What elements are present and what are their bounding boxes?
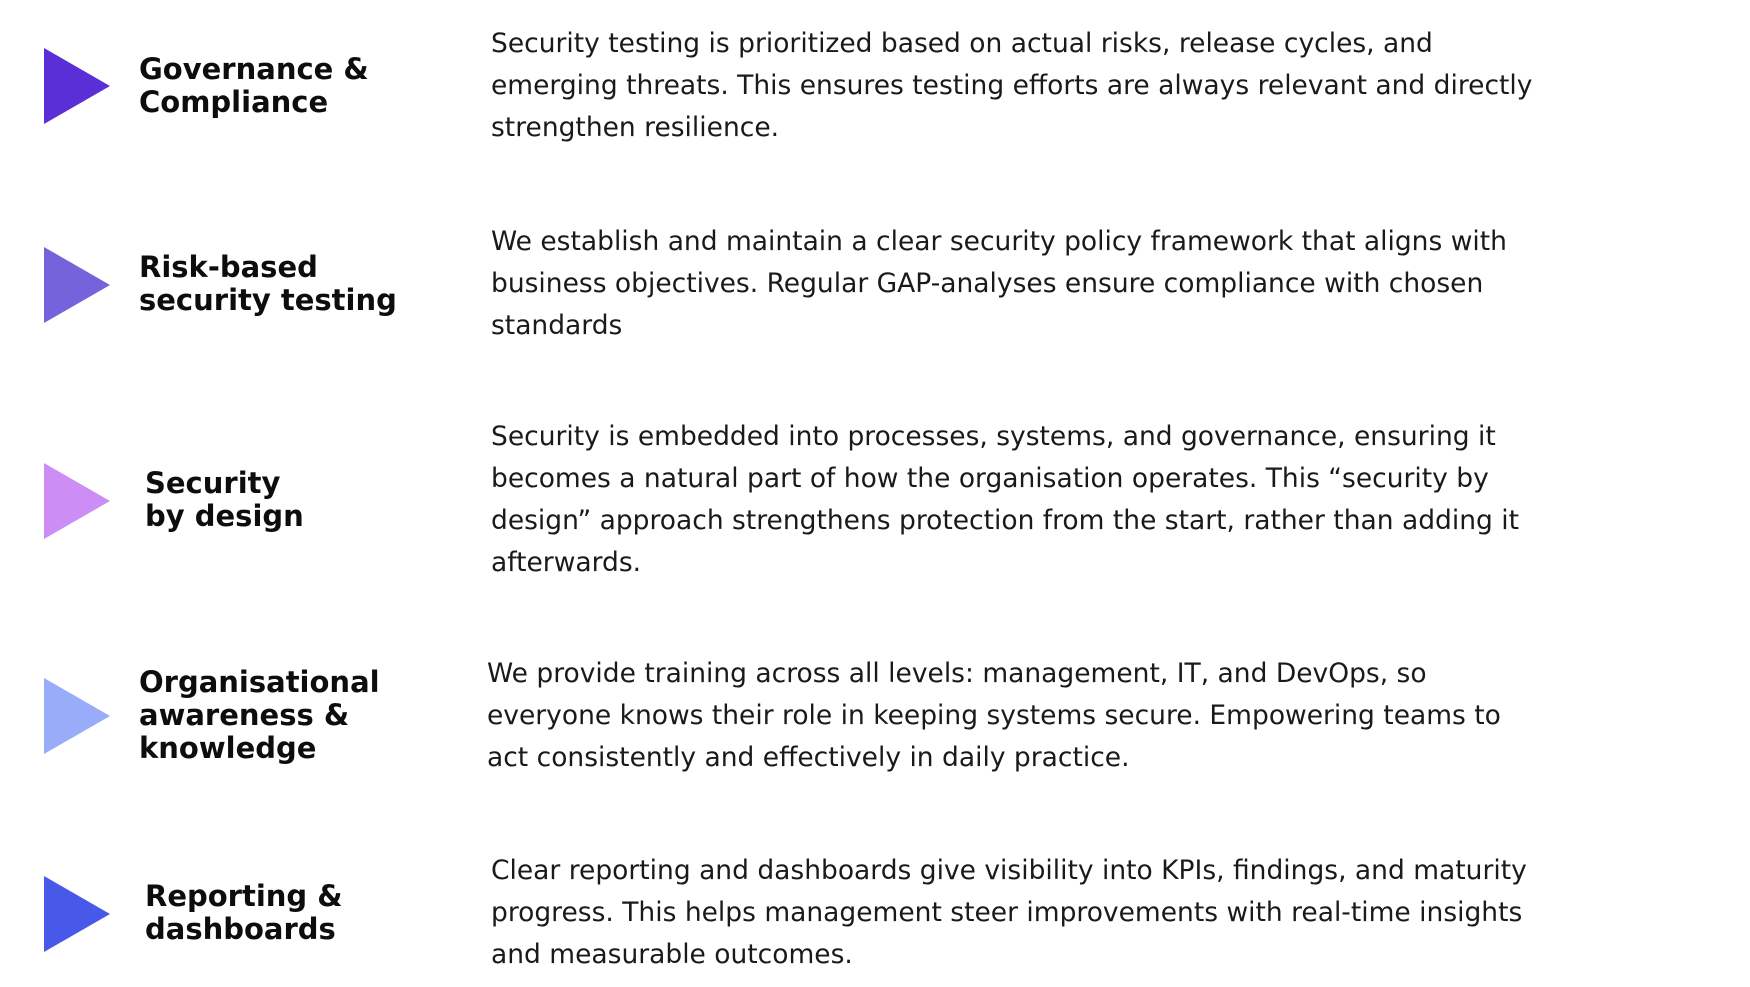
- item-description-line: design” approach strengthens protection from the start, rather than adding it: [491, 505, 1519, 536]
- item-description-line: becomes a natural part of how the organisation operates. This “security by: [491, 463, 1489, 494]
- item-title-line: Organisational: [139, 665, 380, 699]
- item-description-line: and measurable outcomes.: [491, 939, 853, 970]
- item-title: [145, 880, 343, 946]
- arrow-shape: [44, 247, 110, 323]
- arrow-shape: [44, 463, 110, 539]
- item-description-line: business objectives. Regular GAP-analyses ensure compliance with chosen: [491, 268, 1484, 299]
- arrow-shape: [44, 876, 110, 952]
- item-title: [139, 666, 380, 765]
- item-description-line: Security is embedded into processes, systems, and governance, ensuring it: [491, 421, 1496, 452]
- item-description-line: Clear reporting and dashboards give visibility into KPIs, findings, and maturity: [491, 855, 1527, 886]
- item-description-line: Security testing is prioritized based on actual risks, release cycles, and: [491, 28, 1433, 59]
- item-description: [491, 850, 1731, 976]
- item-description-line: afterwards.: [491, 547, 642, 578]
- play-arrow-icon: [44, 463, 110, 539]
- item-description-line: emerging threats. This ensures testing efforts are always relevant and directly: [491, 70, 1533, 101]
- item-title-line: by design: [145, 499, 304, 533]
- item-title-line: Governance &: [139, 52, 369, 86]
- arrow-shape: [44, 48, 110, 124]
- item-description: [491, 221, 1731, 347]
- item-title-line: Compliance: [139, 85, 329, 119]
- item-title-line: Risk-based: [139, 250, 318, 284]
- item-description: [491, 416, 1731, 584]
- item-title-line: dashboards: [145, 912, 336, 946]
- item-description: [491, 23, 1731, 149]
- item-title: [145, 467, 304, 533]
- play-arrow-icon: [44, 678, 110, 754]
- item-title-line: awareness &: [139, 698, 350, 732]
- item-description-line: We provide training across all levels: management, IT, and DevOps, so: [487, 658, 1427, 689]
- item-title: [139, 251, 397, 317]
- item-title-line: Security: [145, 466, 281, 500]
- item-description-line: standards: [491, 310, 623, 341]
- item-description-line: everyone knows their role in keeping systems secure. Empowering teams to: [487, 700, 1501, 731]
- play-arrow-icon: [44, 48, 110, 124]
- item-description-line: progress. This helps management steer improvements with real-time insights: [491, 897, 1523, 928]
- item-description-line: We establish and maintain a clear security policy framework that aligns with: [491, 226, 1507, 257]
- item-description-line: strengthen resilience.: [491, 112, 780, 143]
- item-description: [487, 653, 1727, 779]
- arrow-shape: [44, 678, 110, 754]
- item-title-line: Reporting &: [145, 879, 343, 913]
- item-description-line: act consistently and effectively in daily practice.: [487, 742, 1130, 773]
- item-title-line: security testing: [139, 283, 397, 317]
- play-arrow-icon: [44, 247, 110, 323]
- item-title: [139, 53, 369, 119]
- play-arrow-icon: [44, 876, 110, 952]
- item-title-line: knowledge: [139, 731, 317, 765]
